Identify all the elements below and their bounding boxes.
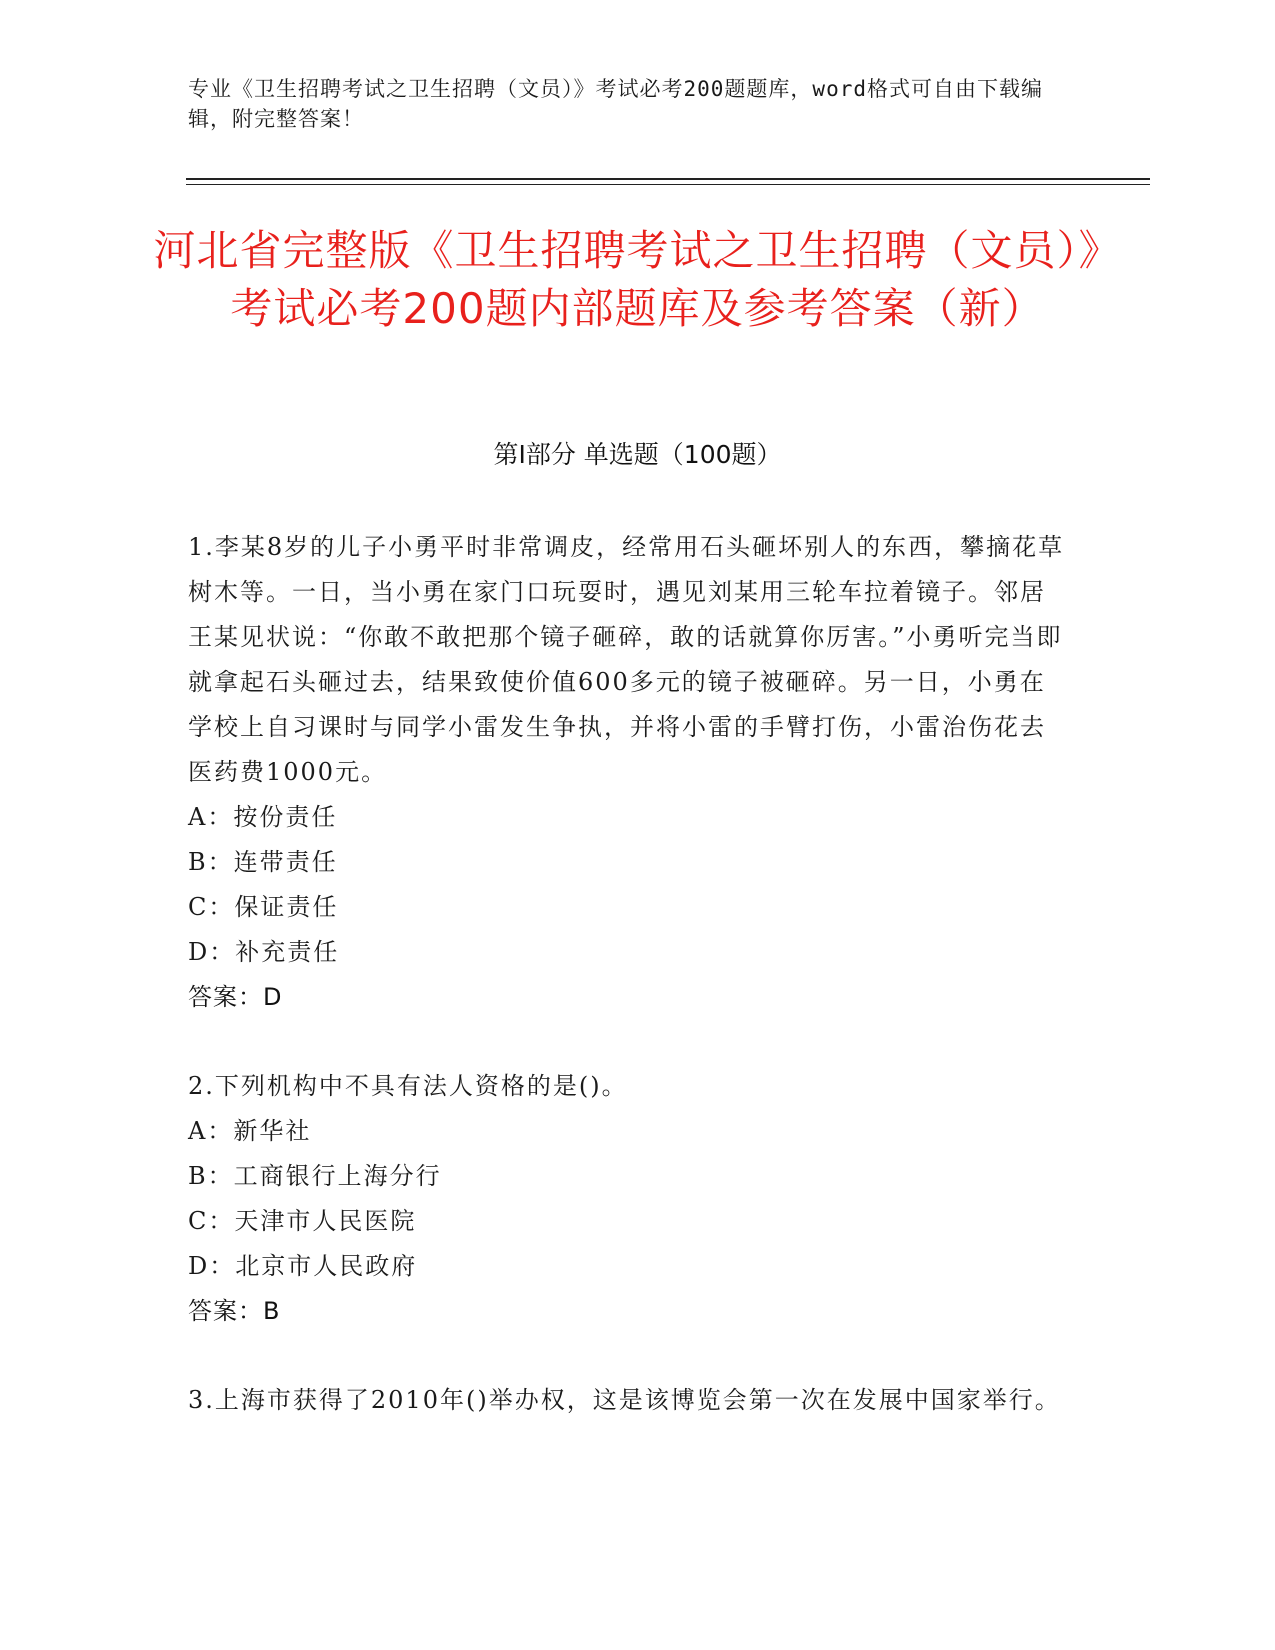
option-c: C：天津市人民医院: [188, 1207, 417, 1235]
question-1: [188, 525, 1068, 1020]
header-divider: [186, 178, 1150, 180]
document-title: 河北省完整版《卫生招聘考试之卫生招聘（文员）》考试必考200题内部题库及参考答案（新）: [153, 226, 1122, 333]
question-stem: 2.下列机构中不具有法人资格的是()。: [188, 1072, 628, 1100]
section-heading: 第Ⅰ部分 单选题（100题）: [493, 440, 782, 469]
option-b: B：连带责任: [188, 848, 338, 876]
option-a: A：按份责任: [188, 803, 338, 831]
question-3: [188, 1378, 1068, 1423]
question-list: [188, 525, 1068, 1467]
option-d: D：北京市人民政府: [188, 1252, 418, 1280]
option-b: B：工商银行上海分行: [188, 1162, 442, 1190]
option-a: A：新华社: [188, 1117, 312, 1145]
question-stem: 1.李某8岁的儿子小勇平时非常调皮，经常用石头砸坏别人的东西，攀摘花草树木等。一日，当小勇在家门口玩耍时，遇见刘某用三轮车拉着镜子。邻居王某见状说：“你敢不敢把那个镜子砸碎，敢的话就算你厉害。”小勇听完当即就拿起石头砸过去，结果致使价值600多元的镜子被砸碎。另一日，小勇在学校上自习课时与同学小雷发生争执，并将小雷的手臂打伤，小雷治伤花去医药费1000元。: [188, 533, 1065, 786]
option-c: C：保证责任: [188, 893, 339, 921]
question-2: [188, 1064, 1068, 1334]
answer-line: 答案：D: [188, 983, 283, 1011]
header-note: 专业《卫生招聘考试之卫生招聘（文员）》考试必考200题题库，word格式可自由下载编辑，附完整答案！: [188, 77, 1043, 131]
header-divider-thin: [186, 184, 1150, 185]
option-d: D：补充责任: [188, 938, 340, 966]
answer-line: 答案：B: [188, 1297, 281, 1325]
question-stem: 3.上海市获得了2010年()举办权，这是该博览会第一次在发展中国家举行。: [188, 1386, 1061, 1414]
